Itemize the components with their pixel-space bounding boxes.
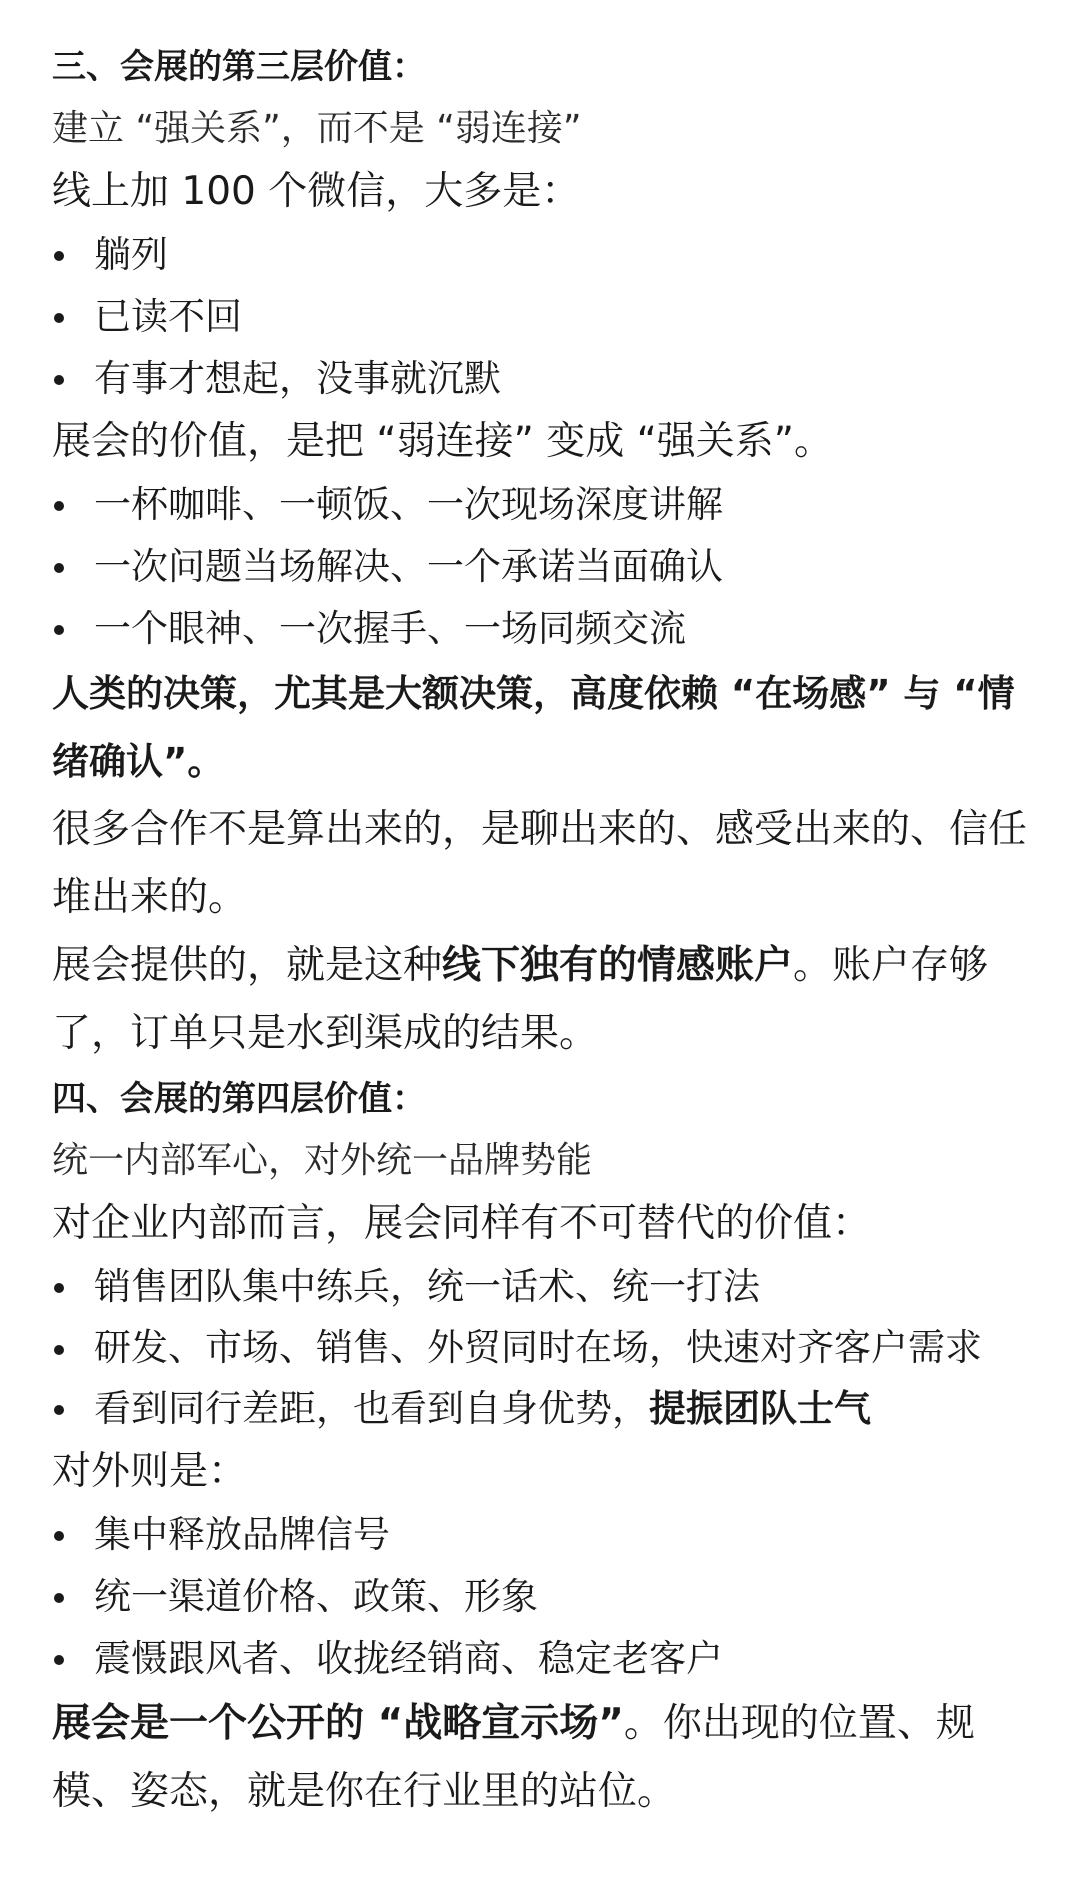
- bullet-dot-icon: [54, 313, 64, 323]
- bullet-dot-icon: [54, 1593, 64, 1603]
- list-item: [52, 348, 1028, 410]
- strategy-paragraph: [52, 1690, 1028, 1826]
- bullet-dot-icon: [54, 563, 64, 573]
- list-item-text: 已读不回: [94, 295, 242, 338]
- emphasis-text: 展会是一个公开的 “战略宣示场”: [52, 1701, 624, 1746]
- section4-intro: 对企业内部而言，展会同样有不可替代的价值：: [52, 1201, 872, 1246]
- list-item: [52, 1378, 1028, 1440]
- list-item-text: 一个眼神、一次握手、一场同频交流: [94, 607, 686, 650]
- list-item-text: 震慑跟风者、收拢经销商、稳定老客户: [94, 1637, 723, 1680]
- list-item: [52, 536, 1028, 598]
- external-intro: 对外则是：: [52, 1449, 248, 1494]
- section4-subtitle: 统一内部军心，对外统一品牌势能: [52, 1140, 593, 1181]
- section4-title: 四、会展的第四层价值：: [52, 1079, 426, 1119]
- section3-title: 三、会展的第三层价值：: [52, 47, 426, 87]
- list-item: [52, 286, 1028, 348]
- bullet-dot-icon: [54, 1405, 64, 1415]
- section3-subtitle: 建立 “强关系”，而不是 “弱连接”: [52, 108, 582, 149]
- emotional-account-paragraph: [52, 932, 1028, 1068]
- external-value-list: [52, 1504, 1028, 1690]
- bullet-dot-icon: [54, 251, 64, 261]
- list-item-text: 有事才想起，没事就沉默: [94, 357, 501, 400]
- list-item-text: 躺列: [94, 233, 168, 276]
- cooperation-paragraph: 很多合作不是算出来的，是聊出来的、感受出来的、信任堆出来的。: [52, 807, 1028, 920]
- weak-link-list: [52, 224, 1028, 410]
- list-item: [52, 1566, 1028, 1628]
- list-item: [52, 224, 1028, 286]
- list-item-text: 集中释放品牌信号: [94, 1513, 390, 1556]
- bullet-dot-icon: [54, 1531, 64, 1541]
- list-item-text: 一杯咖啡、一顿饭、一次现场深度讲解: [94, 483, 723, 526]
- decision-statement: 人类的决策，尤其是大额决策，高度依赖 “在场感” 与 “情绪确认”。: [52, 672, 1015, 783]
- bullet-dot-icon: [54, 375, 64, 385]
- bullet-dot-icon: [54, 625, 64, 635]
- paragraph-suffix: 。账户存够了，订单只是水到渠成的结果。: [52, 943, 989, 1056]
- list-item-text: 看到同行差距，也看到自身优势，: [94, 1387, 649, 1430]
- list-item: [52, 1256, 1028, 1318]
- list-item-text: 研发、市场、销售、外贸同时在场，快速对齐客户需求: [94, 1326, 982, 1369]
- list-item: [52, 598, 1028, 660]
- internal-value-list: [52, 1256, 1028, 1440]
- paragraph-suffix: 。你出现的位置、规模、姿态，就是你在行业里的站位。: [52, 1701, 975, 1814]
- bullet-dot-icon: [54, 501, 64, 511]
- section3-intro: 线上加 100 个微信，大多是：: [52, 169, 581, 214]
- bullet-dot-icon: [54, 1655, 64, 1665]
- emphasis-text: 提振团队士气: [649, 1387, 871, 1430]
- bullet-dot-icon: [54, 1283, 64, 1293]
- list-item: [52, 1504, 1028, 1566]
- emphasis-text: 线下独有的情感账户: [442, 943, 794, 988]
- paragraph-prefix: 展会提供的，就是这种: [52, 943, 443, 988]
- bullet-dot-icon: [54, 1345, 64, 1355]
- list-item-text: 销售团队集中练兵，统一话术、统一打法: [94, 1265, 760, 1308]
- list-item-text: 统一渠道价格、政策、形象: [94, 1575, 538, 1618]
- strong-relation-list: [52, 474, 1028, 660]
- list-item: [52, 1318, 1028, 1378]
- list-item-text: 一次问题当场解决、一个承诺当面确认: [94, 545, 723, 588]
- list-item: [52, 474, 1028, 536]
- section3-statement: 展会的价值，是把 “弱连接” 变成 “强关系”。: [52, 419, 834, 464]
- list-item: [52, 1628, 1028, 1690]
